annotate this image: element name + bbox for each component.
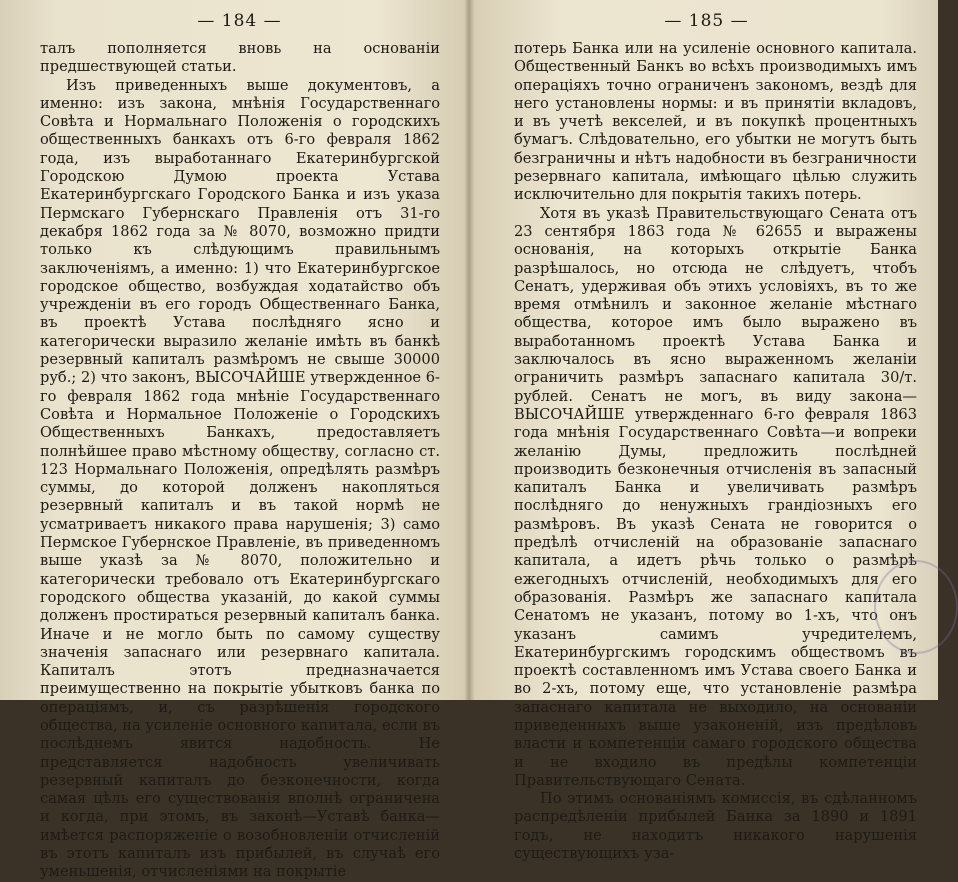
paragraph: талъ пополняется вновь на основаніи предшествующей статьи. bbox=[40, 40, 440, 76]
page-body bbox=[40, 40, 440, 882]
library-stamp bbox=[874, 560, 958, 654]
paragraph: потерь Банка или на усиленіе основного капитала. Общественный Банкъ во всѣхъ производимыхъ имъ операціяхъ точно ограниченъ закономъ, вездѣ для него установлены нормы: и въ принятіи вкладовъ, и въ учетѣ векселей, и въ покупкѣ процентныхъ бумагъ. Слѣдовательно, его убытки не могутъ быть безграничны и нѣтъ надобности въ безграничности резервнаго капитала, имѣющаго цѣлью служить исключительно для покрытія такихъ потерь. bbox=[514, 40, 917, 204]
page-body bbox=[514, 40, 917, 863]
left-page bbox=[0, 0, 469, 881]
paragraph: Хотя въ указѣ Правительствующаго Сената отъ 23 сентября 1863 года № 62655 и выражены основанія, на которыхъ открытіе Банка разрѣшалось, но отсюда не слѣдуетъ, чтобъ Сенатъ, удерживая объ этихъ условіяхъ, въ то же время отмѣнилъ и законное желаніе мѣстнаго общества, которое имъ было выражено въ выработанномъ проектѣ Устава Банка и заключалось въ ясно выраженномъ желаніи ограничить размѣръ запаснаго капитала 30/т. рублей. Сенатъ не могъ, въ виду закона—ВЫСОЧАЙШЕ утвержденнаго 6-го февраля 1863 года мнѣнія Государственнаго Совѣта—и вопреки желанію Думы, предложить послѣдней производить безконечныя отчисленія въ запасный капиталъ Банка и увеличивать размѣръ послѣдняго до ненужныхъ грандіозныхъ его размѣровъ. Въ указѣ Сената не говорится о предѣлѣ отчисленій на образованіе запаснаго капитала, а идетъ рѣчь только о размѣрѣ ежегодныхъ отчисленій, необходимыхъ для его образованія. Размѣръ же запаснаго капитала Сенатомъ не указанъ, потому во 1-хъ, что онъ указанъ самимъ учредителемъ, Екатеринбургскимъ городскимъ обществомъ въ проектѣ составленномъ имъ Устава своего Банка и во 2-хъ, потому еще, что установленіе размѣра запаснаго капитала не выходило, на основаніи приведенныхъ выше узаконеній, изъ предѣловъ власти и компетенціи самаго городского общества и не входило въ предѣлы компетенціи Правительствующаго Сената. bbox=[514, 204, 917, 789]
page-number: — 184 — bbox=[197, 11, 282, 31]
page-number: — 185 — bbox=[664, 11, 749, 31]
paragraph: По этимъ основаніямъ комиссія, въ сдѣланномъ распредѣленіи прибылей Банка за 1890 и 1891 годъ, не находитъ никакого нарушенія существующихъ уза- bbox=[514, 790, 917, 863]
right-page bbox=[469, 0, 938, 863]
paragraph: Изъ приведенныхъ выше документовъ, а именно: изъ закона, мнѣнія Государственнаго Совѣта и Нормальнаго Положенія о городскихъ общественныхъ банкахъ отъ 6-го февраля 1862 года, изъ выработаннаго Екатеринбургской Городскою Думою проекта Устава Екатеринбургскаго Городского Банка и изъ указа Пермскаго Губернскаго Правленія отъ 31-го декабря 1862 года за № 8070, возможно придти только къ слѣдующимъ правильнымъ заключеніямъ, а именно: 1) что Екатеринбургское городское общество, возбуждая ходатайство объ учрежденіи въ его городъ Общественнаго Банка, въ проектѣ Устава послѣдняго ясно и категорически выразило желаніе имѣть въ банкѣ резервный капиталъ размѣромъ не свыше 30000 руб.; 2) что законъ, ВЫСОЧАЙШЕ утвержденное 6-го февраля 1862 года мнѣніе Государственнаго Совѣта и Нормальное Положеніе о Городскихъ Общественныхъ Банкахъ, предоставляетъ полнѣйшее право мѣстному обществу, согласно ст. 123 Нормальнаго Положенія, опредѣлять размѣръ суммы, до которой долженъ накопляться резервный капиталъ и въ такой нормѣ не усматриваетъ никакого права нарушенія; 3) само Пермское Губернское Правленіе, въ приведенномъ выше указѣ за № 8070, положительно и категорически требовало отъ Екатеринбургскаго городского общества указаній, до какой суммы долженъ простираться резервный капиталъ банка. Иначе и не могло быть по самому существу значенія запаснаго или резервнаго капитала. Капиталъ этотъ предназначается преимущественно на покрытіе убытковъ банка по операціямъ, и, съ разрѣшенія городского общества, на усиленіе основного капитала, если въ послѣднемъ явится надобность. Не представляется надобность увеличивать резервный капиталъ до безконечности, когда самая цѣль его существованія вполнѣ ограничена и когда, при этомъ, въ законѣ—Уставѣ банка—имѣется распоряженіе о возобновленіи отчисленій въ этотъ капиталъ изъ прибылей, въ случаѣ его уменьшенія, отчисленіями на покрытіе bbox=[40, 76, 440, 881]
